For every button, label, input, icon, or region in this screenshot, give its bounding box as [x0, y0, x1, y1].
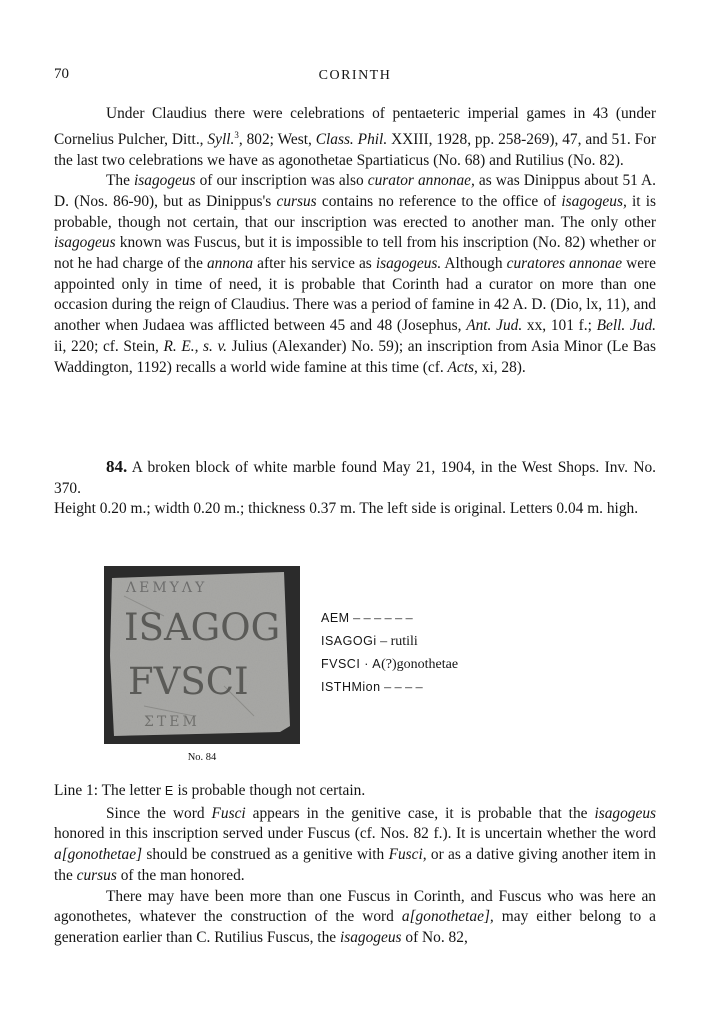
line-note: Line 1: The letter E is probable though not certain. — [54, 782, 366, 799]
entry-number: 84. — [106, 457, 128, 476]
entry-description: 84. A broken block of white marble found May 21, 1904, in the West Shops. Inv. No. 370. — [54, 457, 656, 497]
running-title: CORINTH — [318, 68, 392, 83]
commentary-block — [54, 104, 656, 378]
transcription-line: AEM – – – – – – — [321, 611, 413, 626]
paragraph: Since the word Fusci appears in the genitive case, it is probable that the isagogeus honored in this inscription served under Fuscus (cf. Nos. 82 f.). It is uncertain whether the word a[gonothetae] should be construed as a genitive with Fusci, or as a dative giving another item in the cursus of the man honored. — [54, 804, 657, 884]
paragraph: The isagogeus of our inscription was also curator annonae, as was Dinippus about 51 A. D. (Nos. 86-90), but as Dinippus's cursus contains no reference to the office of isagogeus, it is probable, though not certain, that our inscription was erected to another man. The only other isagogeus known was Fuscus, but it is impossible to tell from his inscription (No. 82) whether or not he had charge of the annona after his service as isagogeus. Although curatores annonae were appointed only in time of need, it is probable that Corinth had a curator on more than one occasion during the reign of Claudius. There was a period of famine in 42 A. D. (Dio, lx, 11), and another when Judaea was afflicted between 45 and 48 (Josephus, Ant. Jud. xx, 101 f.; Bell. Jud. ii, 220; cf. Stein, R. E., s. v. Julius (Alexander) No. 59); an inscription from Asia Minor (Le Bas Waddington, 1192) recalls a world wide famine at this time (cf. Acts, xi, 28). — [54, 172, 657, 376]
transcription-line: ISAGOGi – rutili — [321, 634, 418, 649]
paragraph: There may have been more than one Fuscus in Corinth, and Fuscus who was here an agonothetes, whatever the construction of the word a[gonothetae], may either belong to a generation earlier than C. Rutilius Fuscus, the isagogeus of No. 82, — [54, 887, 656, 946]
catalogue-entry — [54, 457, 656, 520]
entry-dimensions: Height 0.20 m.; width 0.20 m.; thickness 0.37 m. The left side is original. Letters 0.04 m. high. — [54, 500, 639, 518]
stone-line: FVSCI — [128, 660, 249, 703]
figure-caption: No. 84 — [187, 752, 217, 763]
transcription-line: ISTHMion – – – – — [321, 680, 423, 695]
svg-text:ΣΤΕΜ: ΣΤΕΜ — [144, 714, 200, 730]
page-number: 70 — [54, 66, 69, 82]
inscription-photo — [104, 566, 300, 744]
stone-line: ISAGOG — [124, 606, 281, 649]
commentary-block — [54, 781, 656, 949]
svg-text:ΛΕΜΥΛΥ: ΛΕΜΥΛΥ — [126, 580, 208, 596]
transcription-line: FVSCI · A(?)gonothetae — [321, 657, 459, 672]
transcription — [321, 607, 458, 699]
paragraph: Under Claudius there were celebrations of pentaeteric imperial games in 43 (under Cornelius Pulcher, Ditt., Syll.$^3$, 802; West, Class. Phil. XXIII, 1928, pp. 258-269), 47, and 51. For the last two celebrations we have as agonothetae Spartiaticus (No. 68) and Rutilius (No. 82). — [54, 105, 656, 169]
